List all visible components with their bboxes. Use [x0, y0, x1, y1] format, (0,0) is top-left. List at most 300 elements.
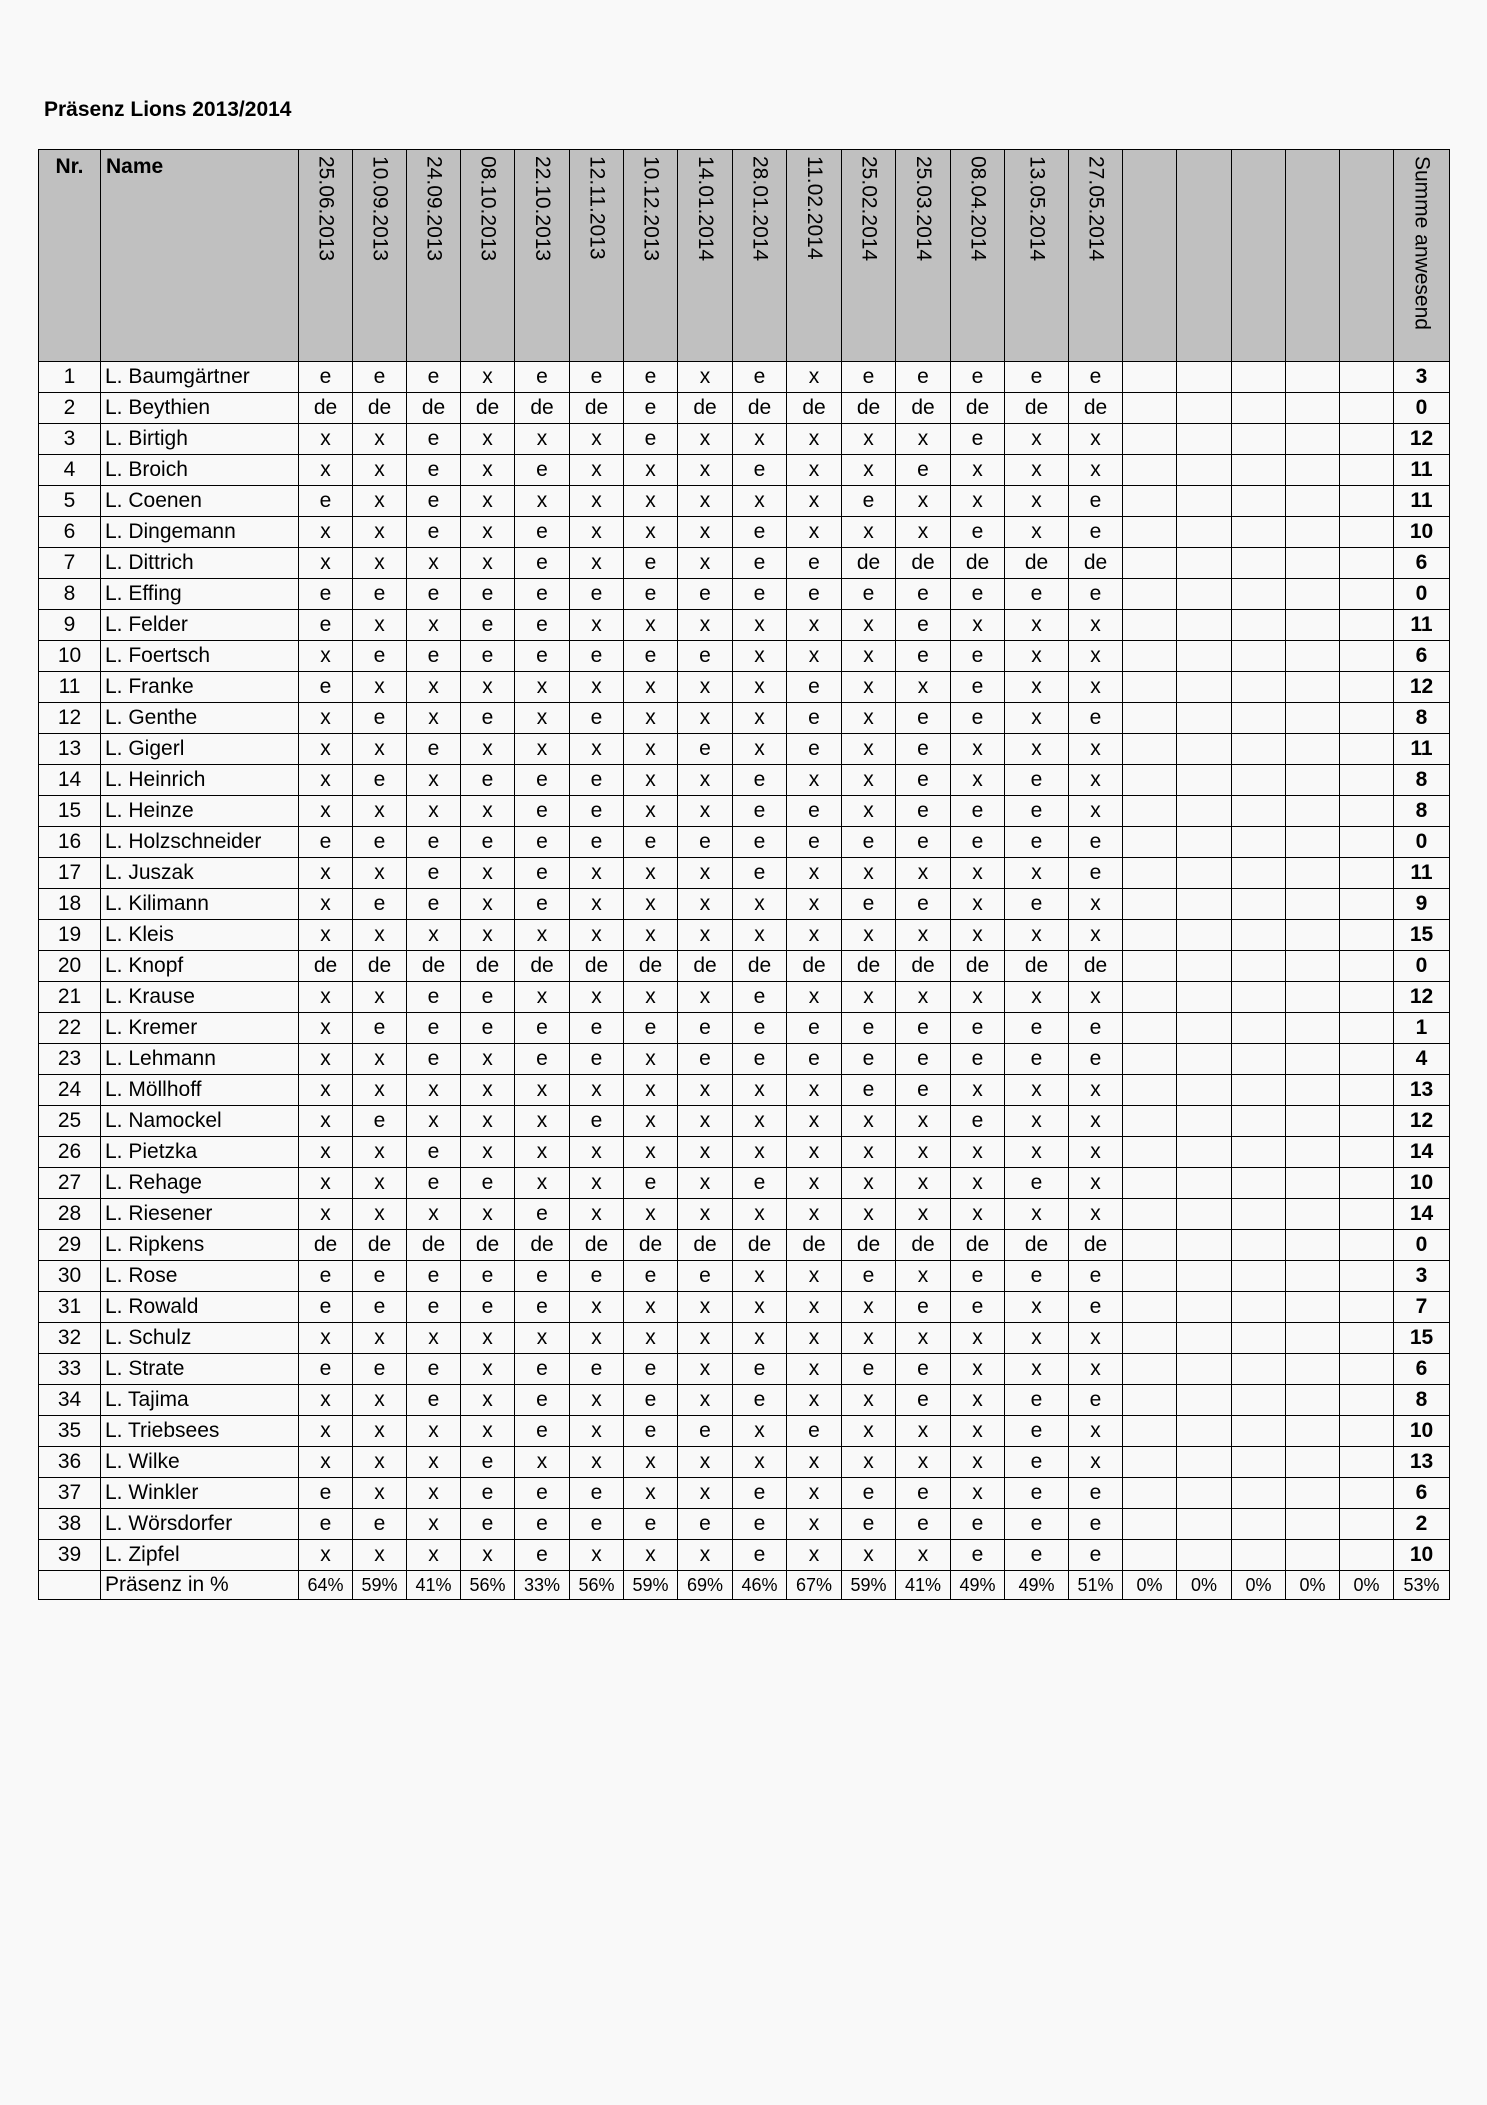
attendance-cell: [1232, 1199, 1286, 1230]
attendance-cell: [1177, 641, 1232, 672]
row-number: 9: [39, 610, 101, 641]
attendance-cell: e: [624, 424, 678, 455]
attendance-cell: x: [733, 1292, 787, 1323]
attendance-cell: x: [570, 1137, 624, 1168]
attendance-sum: 0: [1394, 579, 1450, 610]
attendance-cell: [1286, 1416, 1340, 1447]
attendance-cell: x: [1069, 672, 1123, 703]
member-name: L. Foertsch: [101, 641, 299, 672]
attendance-cell: e: [951, 362, 1005, 393]
attendance-cell: e: [1005, 362, 1069, 393]
attendance-sum: 0: [1394, 1230, 1450, 1261]
attendance-cell: [1286, 1137, 1340, 1168]
attendance-cell: e: [624, 362, 678, 393]
table-row: [39, 362, 1450, 393]
attendance-cell: e: [461, 765, 515, 796]
header-date-label: 25.02.2014: [857, 156, 881, 262]
attendance-cell: x: [678, 703, 733, 734]
attendance-cell: e: [678, 1416, 733, 1447]
attendance-cell: [1123, 1447, 1177, 1478]
attendance-cell: x: [570, 1447, 624, 1478]
attendance-cell: x: [842, 796, 896, 827]
attendance-cell: de: [461, 1230, 515, 1261]
attendance-cell: [1340, 1292, 1394, 1323]
attendance-cell: e: [896, 827, 951, 858]
attendance-cell: x: [678, 455, 733, 486]
attendance-cell: [1123, 393, 1177, 424]
attendance-cell: x: [678, 1106, 733, 1137]
attendance-cell: [1286, 951, 1340, 982]
attendance-cell: e: [570, 703, 624, 734]
attendance-cell: e: [842, 486, 896, 517]
attendance-cell: e: [1069, 579, 1123, 610]
presence-percent: 33%: [515, 1571, 570, 1600]
attendance-cell: [1286, 1199, 1340, 1230]
attendance-cell: [1177, 1013, 1232, 1044]
header-date-9: [787, 150, 842, 362]
table-row: [39, 1540, 1450, 1571]
attendance-cell: [1286, 858, 1340, 889]
attendance-cell: de: [1069, 548, 1123, 579]
header-date-6: [624, 150, 678, 362]
attendance-cell: x: [787, 858, 842, 889]
presence-percent: 0%: [1123, 1571, 1177, 1600]
member-name: L. Rose: [101, 1261, 299, 1292]
member-name: L. Effing: [101, 579, 299, 610]
attendance-sum: 12: [1394, 1106, 1450, 1137]
header-nr: Nr.: [39, 150, 101, 362]
attendance-cell: de: [842, 393, 896, 424]
attendance-cell: x: [787, 1106, 842, 1137]
attendance-cell: [1286, 796, 1340, 827]
attendance-cell: [1177, 579, 1232, 610]
row-number: 26: [39, 1137, 101, 1168]
attendance-cell: [1286, 1013, 1340, 1044]
attendance-cell: x: [353, 858, 407, 889]
attendance-cell: e: [896, 796, 951, 827]
attendance-cell: x: [842, 1168, 896, 1199]
attendance-cell: x: [353, 424, 407, 455]
attendance-cell: de: [299, 951, 353, 982]
attendance-cell: e: [733, 1509, 787, 1540]
table-row: [39, 827, 1450, 858]
attendance-sum: 14: [1394, 1137, 1450, 1168]
attendance-cell: e: [407, 1292, 461, 1323]
attendance-cell: [1232, 1478, 1286, 1509]
attendance-cell: x: [1005, 672, 1069, 703]
attendance-cell: x: [299, 517, 353, 548]
attendance-cell: [1123, 1137, 1177, 1168]
attendance-cell: x: [407, 1416, 461, 1447]
header-date-13: [1005, 150, 1069, 362]
attendance-cell: x: [733, 1261, 787, 1292]
header-date-2: [407, 150, 461, 362]
attendance-cell: e: [515, 1044, 570, 1075]
table-row: [39, 1075, 1450, 1106]
header-date-19: [1340, 150, 1394, 362]
attendance-cell: x: [842, 1323, 896, 1354]
attendance-cell: x: [407, 765, 461, 796]
attendance-cell: [1123, 920, 1177, 951]
row-number: 38: [39, 1509, 101, 1540]
attendance-cell: e: [299, 579, 353, 610]
attendance-cell: x: [951, 1478, 1005, 1509]
attendance-sum: 6: [1394, 641, 1450, 672]
attendance-cell: x: [733, 889, 787, 920]
attendance-cell: x: [951, 1168, 1005, 1199]
header-date-8: [733, 150, 787, 362]
attendance-cell: x: [624, 982, 678, 1013]
attendance-cell: x: [896, 1137, 951, 1168]
attendance-cell: x: [407, 672, 461, 703]
attendance-sum: 3: [1394, 362, 1450, 393]
attendance-cell: e: [353, 1292, 407, 1323]
attendance-cell: x: [842, 1416, 896, 1447]
attendance-cell: x: [1005, 610, 1069, 641]
header-date-4: [515, 150, 570, 362]
attendance-cell: [1177, 1292, 1232, 1323]
attendance-cell: e: [353, 1354, 407, 1385]
attendance-cell: x: [678, 362, 733, 393]
attendance-cell: e: [515, 1478, 570, 1509]
attendance-cell: x: [299, 920, 353, 951]
attendance-cell: [1232, 703, 1286, 734]
attendance-cell: x: [299, 455, 353, 486]
attendance-cell: [1340, 610, 1394, 641]
attendance-cell: x: [624, 1075, 678, 1106]
attendance-cell: x: [407, 703, 461, 734]
attendance-cell: [1340, 672, 1394, 703]
attendance-cell: x: [407, 1447, 461, 1478]
attendance-cell: [1123, 703, 1177, 734]
attendance-cell: x: [461, 889, 515, 920]
attendance-cell: [1340, 579, 1394, 610]
attendance-cell: de: [678, 393, 733, 424]
attendance-cell: e: [624, 1261, 678, 1292]
attendance-cell: de: [624, 951, 678, 982]
attendance-cell: x: [461, 858, 515, 889]
attendance-cell: x: [353, 455, 407, 486]
attendance-cell: [1177, 827, 1232, 858]
attendance-cell: x: [787, 1199, 842, 1230]
attendance-cell: de: [1005, 1230, 1069, 1261]
header-date-17: [1232, 150, 1286, 362]
attendance-cell: de: [515, 1230, 570, 1261]
attendance-cell: [1286, 610, 1340, 641]
attendance-cell: [1177, 610, 1232, 641]
attendance-cell: x: [299, 982, 353, 1013]
attendance-cell: x: [733, 610, 787, 641]
attendance-cell: x: [353, 1540, 407, 1571]
attendance-sum: 11: [1394, 455, 1450, 486]
row-number: 1: [39, 362, 101, 393]
row-number: 7: [39, 548, 101, 579]
attendance-cell: e: [515, 1416, 570, 1447]
attendance-cell: x: [896, 1261, 951, 1292]
attendance-cell: x: [896, 1540, 951, 1571]
attendance-cell: x: [624, 858, 678, 889]
row-number: 18: [39, 889, 101, 920]
attendance-cell: de: [461, 951, 515, 982]
attendance-cell: e: [624, 1354, 678, 1385]
attendance-cell: x: [896, 1416, 951, 1447]
attendance-cell: e: [678, 1261, 733, 1292]
attendance-cell: x: [1005, 1075, 1069, 1106]
attendance-cell: x: [787, 1540, 842, 1571]
attendance-cell: e: [570, 1478, 624, 1509]
attendance-cell: [1123, 641, 1177, 672]
attendance-cell: e: [951, 1013, 1005, 1044]
attendance-cell: [1123, 1540, 1177, 1571]
attendance-cell: x: [678, 1323, 733, 1354]
attendance-cell: e: [733, 1044, 787, 1075]
attendance-cell: de: [733, 1230, 787, 1261]
header-date-12: [951, 150, 1005, 362]
footer-empty-cell: [39, 1571, 101, 1600]
attendance-cell: e: [515, 610, 570, 641]
attendance-cell: x: [678, 1478, 733, 1509]
attendance-cell: x: [1069, 1137, 1123, 1168]
attendance-cell: [1286, 1323, 1340, 1354]
attendance-cell: x: [678, 1540, 733, 1571]
table-row: [39, 1509, 1450, 1540]
member-name: L. Heinrich: [101, 765, 299, 796]
attendance-cell: x: [407, 1323, 461, 1354]
attendance-cell: x: [353, 1199, 407, 1230]
attendance-cell: [1123, 827, 1177, 858]
member-name: L. Birtigh: [101, 424, 299, 455]
attendance-cell: x: [1005, 424, 1069, 455]
attendance-cell: x: [1069, 1323, 1123, 1354]
attendance-cell: de: [951, 393, 1005, 424]
attendance-cell: x: [842, 1199, 896, 1230]
row-number: 17: [39, 858, 101, 889]
attendance-cell: x: [678, 1168, 733, 1199]
row-number: 30: [39, 1261, 101, 1292]
attendance-cell: e: [1005, 1416, 1069, 1447]
attendance-cell: x: [678, 424, 733, 455]
attendance-cell: x: [842, 455, 896, 486]
attendance-cell: x: [678, 610, 733, 641]
attendance-cell: e: [951, 672, 1005, 703]
attendance-cell: x: [299, 765, 353, 796]
attendance-cell: x: [1005, 982, 1069, 1013]
attendance-cell: e: [733, 765, 787, 796]
attendance-cell: x: [1069, 641, 1123, 672]
attendance-cell: x: [299, 548, 353, 579]
attendance-cell: x: [1069, 424, 1123, 455]
member-name: L. Lehmann: [101, 1044, 299, 1075]
row-number: 31: [39, 1292, 101, 1323]
attendance-cell: [1177, 1447, 1232, 1478]
member-name: L. Franke: [101, 672, 299, 703]
attendance-cell: x: [678, 486, 733, 517]
attendance-cell: e: [461, 641, 515, 672]
attendance-sum: 0: [1394, 951, 1450, 982]
attendance-cell: [1177, 1509, 1232, 1540]
attendance-cell: x: [1005, 455, 1069, 486]
attendance-cell: x: [896, 1323, 951, 1354]
attendance-cell: e: [624, 641, 678, 672]
attendance-cell: x: [570, 1075, 624, 1106]
attendance-cell: x: [570, 424, 624, 455]
attendance-cell: e: [624, 579, 678, 610]
attendance-cell: x: [896, 1168, 951, 1199]
header-name: Name: [101, 150, 299, 362]
attendance-cell: x: [1005, 1292, 1069, 1323]
attendance-cell: e: [1069, 1478, 1123, 1509]
attendance-cell: [1123, 734, 1177, 765]
attendance-cell: x: [951, 486, 1005, 517]
attendance-cell: e: [1069, 827, 1123, 858]
attendance-cell: [1340, 1013, 1394, 1044]
attendance-cell: x: [461, 672, 515, 703]
attendance-cell: x: [787, 1292, 842, 1323]
attendance-cell: x: [461, 796, 515, 827]
attendance-sum: 0: [1394, 393, 1450, 424]
attendance-cell: x: [407, 1106, 461, 1137]
attendance-cell: de: [353, 951, 407, 982]
member-name: L. Beythien: [101, 393, 299, 424]
attendance-cell: [1286, 982, 1340, 1013]
attendance-cell: [1123, 579, 1177, 610]
attendance-cell: de: [1069, 393, 1123, 424]
attendance-cell: x: [624, 796, 678, 827]
attendance-cell: e: [1069, 362, 1123, 393]
attendance-cell: x: [787, 889, 842, 920]
attendance-cell: x: [733, 1416, 787, 1447]
attendance-cell: e: [624, 548, 678, 579]
attendance-cell: e: [896, 1385, 951, 1416]
attendance-cell: [1340, 1385, 1394, 1416]
attendance-cell: e: [461, 1168, 515, 1199]
attendance-cell: [1340, 796, 1394, 827]
header-date-label: 08.10.2013: [476, 156, 500, 262]
attendance-cell: x: [787, 1354, 842, 1385]
header-row: [39, 150, 1450, 362]
attendance-cell: x: [624, 1044, 678, 1075]
attendance-cell: x: [896, 1199, 951, 1230]
attendance-cell: x: [733, 703, 787, 734]
row-number: 12: [39, 703, 101, 734]
attendance-cell: x: [787, 765, 842, 796]
attendance-cell: x: [515, 1075, 570, 1106]
attendance-cell: x: [624, 1447, 678, 1478]
attendance-cell: x: [842, 734, 896, 765]
attendance-cell: de: [407, 951, 461, 982]
attendance-cell: x: [787, 610, 842, 641]
attendance-cell: x: [787, 486, 842, 517]
presence-total: 53%: [1394, 1571, 1450, 1600]
attendance-cell: de: [896, 548, 951, 579]
attendance-cell: x: [624, 486, 678, 517]
attendance-cell: [1177, 1230, 1232, 1261]
attendance-cell: [1286, 1230, 1340, 1261]
attendance-cell: [1340, 1199, 1394, 1230]
attendance-cell: [1232, 579, 1286, 610]
attendance-cell: de: [570, 393, 624, 424]
attendance-cell: x: [896, 486, 951, 517]
attendance-cell: x: [1069, 1354, 1123, 1385]
attendance-cell: [1232, 920, 1286, 951]
attendance-cell: x: [353, 1447, 407, 1478]
attendance-cell: x: [624, 455, 678, 486]
attendance-cell: [1123, 1385, 1177, 1416]
attendance-cell: [1232, 1168, 1286, 1199]
attendance-cell: e: [951, 1540, 1005, 1571]
attendance-cell: x: [787, 1478, 842, 1509]
attendance-cell: [1340, 1447, 1394, 1478]
attendance-cell: x: [570, 1292, 624, 1323]
attendance-cell: [1177, 362, 1232, 393]
attendance-cell: [1123, 1106, 1177, 1137]
attendance-cell: x: [299, 1323, 353, 1354]
member-name: L. Kilimann: [101, 889, 299, 920]
header-date-3: [461, 150, 515, 362]
member-name: L. Pietzka: [101, 1137, 299, 1168]
attendance-cell: x: [1005, 858, 1069, 889]
attendance-cell: e: [407, 1385, 461, 1416]
attendance-cell: [1177, 1416, 1232, 1447]
attendance-cell: x: [624, 672, 678, 703]
row-number: 5: [39, 486, 101, 517]
attendance-cell: [1177, 1385, 1232, 1416]
attendance-cell: e: [461, 1509, 515, 1540]
attendance-cell: e: [570, 1354, 624, 1385]
attendance-cell: x: [353, 1385, 407, 1416]
attendance-cell: x: [299, 1416, 353, 1447]
attendance-cell: e: [570, 362, 624, 393]
attendance-cell: x: [951, 765, 1005, 796]
attendance-cell: e: [842, 1354, 896, 1385]
attendance-cell: [1340, 1044, 1394, 1075]
attendance-cell: x: [299, 1075, 353, 1106]
attendance-cell: [1286, 1106, 1340, 1137]
attendance-cell: [1340, 1478, 1394, 1509]
attendance-sum: 0: [1394, 827, 1450, 858]
attendance-cell: e: [353, 827, 407, 858]
attendance-cell: [1232, 362, 1286, 393]
table-row: [39, 703, 1450, 734]
attendance-cell: [1286, 920, 1340, 951]
header-date-label: 25.06.2013: [314, 156, 338, 262]
attendance-cell: [1340, 393, 1394, 424]
attendance-cell: x: [624, 703, 678, 734]
attendance-cell: e: [353, 579, 407, 610]
attendance-cell: x: [842, 1447, 896, 1478]
attendance-cell: x: [515, 982, 570, 1013]
attendance-cell: de: [951, 1230, 1005, 1261]
attendance-sum: 12: [1394, 424, 1450, 455]
attendance-cell: x: [570, 1385, 624, 1416]
attendance-cell: e: [624, 1509, 678, 1540]
attendance-cell: x: [1069, 796, 1123, 827]
presence-percent: 0%: [1340, 1571, 1394, 1600]
member-name: L. Genthe: [101, 703, 299, 734]
attendance-cell: x: [515, 1447, 570, 1478]
attendance-cell: e: [624, 1416, 678, 1447]
attendance-cell: x: [624, 889, 678, 920]
attendance-cell: x: [733, 1075, 787, 1106]
attendance-sum: 12: [1394, 982, 1450, 1013]
table-row: [39, 1354, 1450, 1385]
member-name: L. Wilke: [101, 1447, 299, 1478]
member-name: L. Tajima: [101, 1385, 299, 1416]
attendance-cell: x: [1005, 920, 1069, 951]
attendance-sum: 8: [1394, 703, 1450, 734]
attendance-cell: x: [896, 1447, 951, 1478]
attendance-cell: [1340, 548, 1394, 579]
